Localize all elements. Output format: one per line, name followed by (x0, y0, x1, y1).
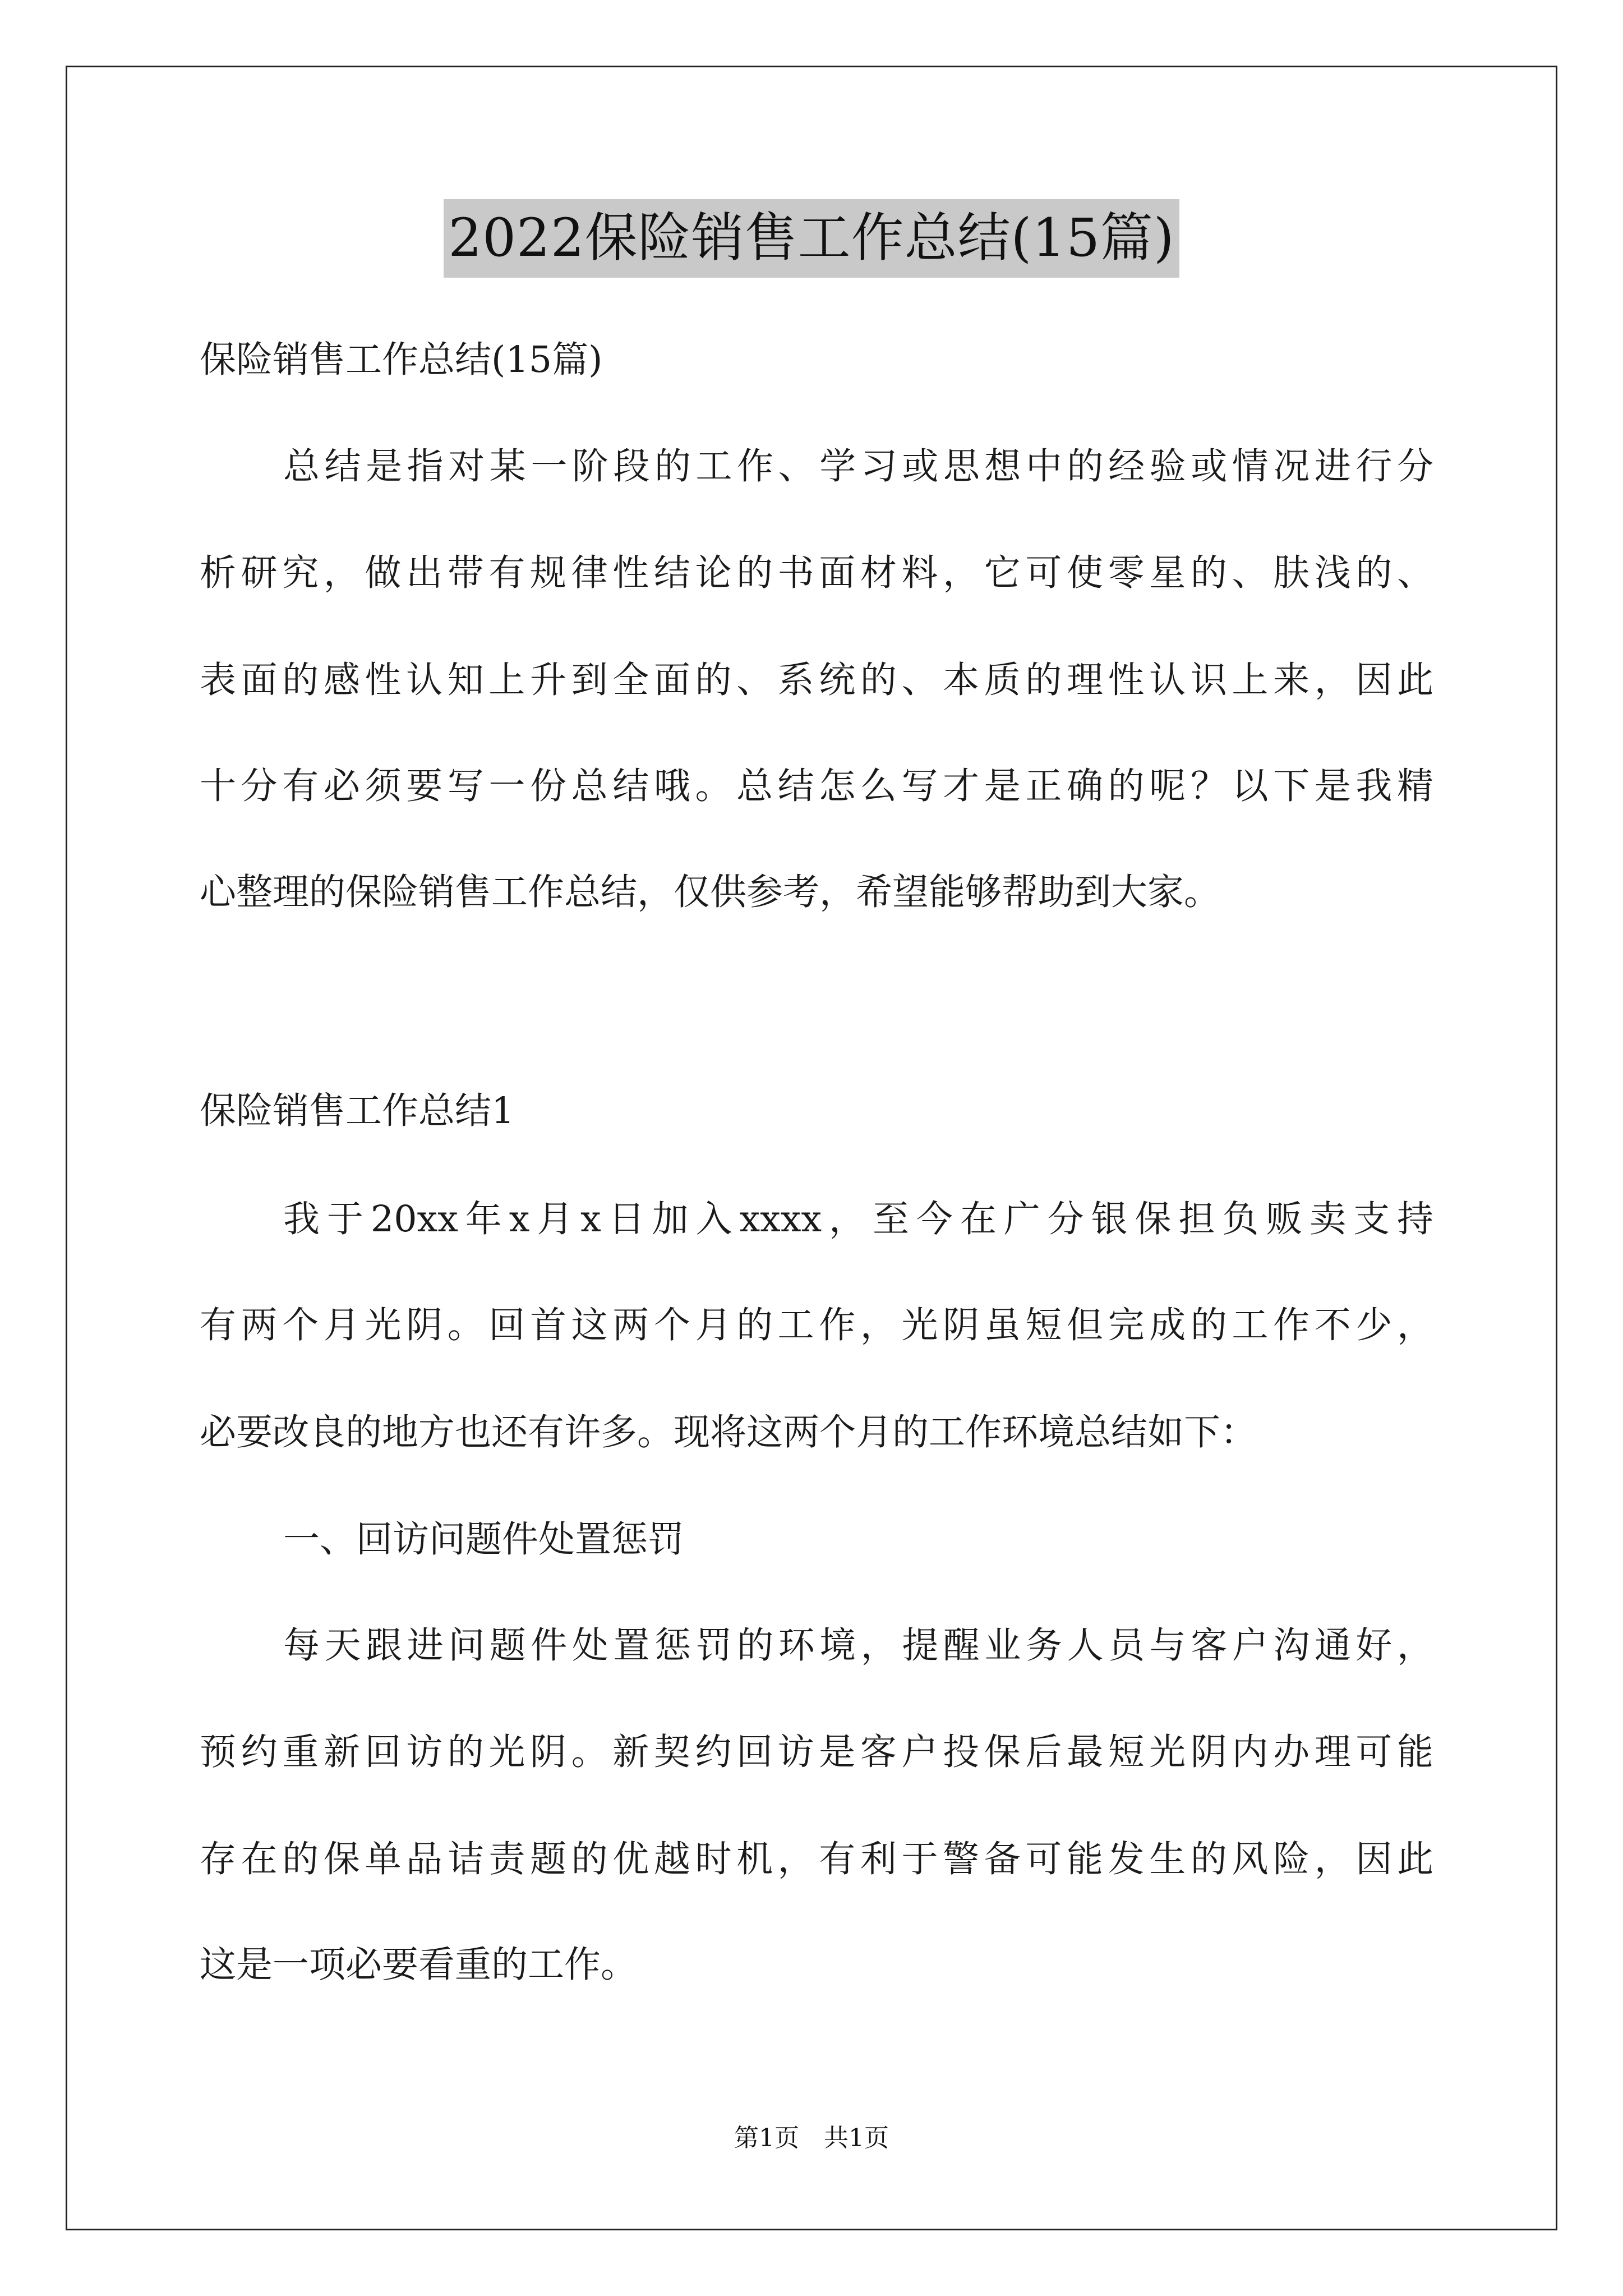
subheading: 一、回访问题件处置惩罚 (283, 1519, 685, 1561)
page-footer: 第1页 共1页 (734, 2124, 889, 2152)
intro-line-4: 十分有必须要写一份总结哦。总结怎么写才是正确的呢？以下是我精 (200, 765, 1433, 807)
title-container (0, 199, 1623, 278)
document-title: 2022保险销售工作总结(15篇) (444, 199, 1179, 278)
document-subtitle: 保险销售工作总结(15篇) (200, 339, 603, 381)
para2-line-4: 这是一项必要看重的工作。 (200, 1944, 638, 1986)
para2-line-1: 每天跟进问题件处置惩罚的环境，提醒业务人员与客户沟通好， (283, 1625, 1433, 1667)
para2-line-2: 预约重新回访的光阴。新契约回访是客户投保后最短光阴内办理可能 (200, 1731, 1433, 1773)
para1-line-3: 必要改良的地方也还有许多。现将这两个月的工作环境总结如下： (200, 1411, 1257, 1453)
intro-line-1: 总结是指对某一阶段的工作、学习或思想中的经验或情况进行分 (283, 445, 1433, 487)
para1-line-1: 我于20xx年x月x日加入xxxx，至今在广分银保担负贩卖支持 (283, 1198, 1433, 1240)
intro-line-3: 表面的感性认知上升到全面的、系统的、本质的理性认识上来，因此 (200, 659, 1433, 701)
page-border (66, 66, 1557, 2230)
intro-line-5: 心整理的保险销售工作总结，仅供参考，希望能够帮助到大家。 (200, 871, 1221, 913)
para1-line-2: 有两个月光阴。回首这两个月的工作，光阴虽短但完成的工作不少， (200, 1304, 1433, 1346)
para2-line-3: 存在的保单品诘责题的优越时机，有利于警备可能发生的风险，因此 (200, 1838, 1433, 1880)
intro-line-2: 析研究，做出带有规律性结论的书面材料，它可使零星的、肤浅的、 (200, 552, 1433, 594)
section-heading: 保险销售工作总结1 (200, 1090, 515, 1132)
